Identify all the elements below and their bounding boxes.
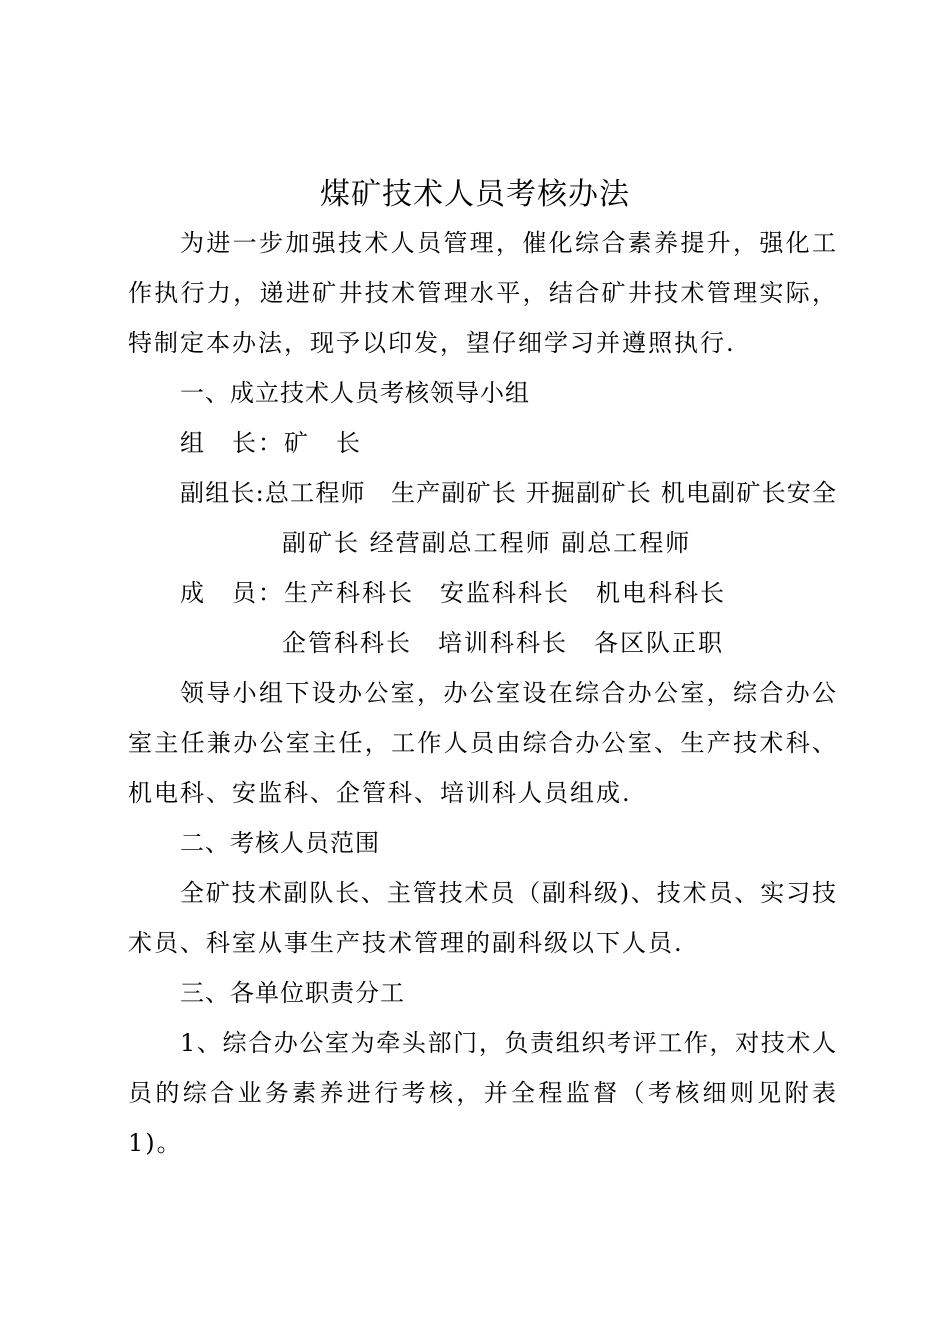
office-line-3: 机电科、安监科、企管科、培训科人员组成. (128, 779, 632, 807)
office-line-1: 领导小组下设办公室，办公室设在综合办公室，综合办公 (180, 679, 836, 707)
document-title: 煤矿技术人员考核办法 (320, 177, 630, 212)
section-1-heading: 一、成立技术人员考核领导小组 (180, 379, 530, 407)
section-3-heading: 三、各单位职责分工 (180, 979, 405, 1007)
office-line-2: 室主任兼办公室主任，工作人员由综合办公室、生产技术科、 (128, 729, 836, 757)
leader-line: 组 长：矿 长 (180, 429, 362, 457)
deputy-line-2: 副矿长 经营副总工程师 副总工程师 (282, 529, 692, 557)
duty-line-2: 员的综合业务素养进行考核，并全程监督（考核细则见附表 (128, 1079, 836, 1107)
members-line-1: 成 员：生产科科长 安监科科长 机电科科长 (180, 579, 726, 607)
intro-line-2: 作执行力，递进矿井技术管理水平，结合矿井技术管理实际， (128, 279, 836, 307)
scope-line-1: 全矿技术副队长、主管技术员（副科级)、技术员、实习技 (180, 879, 836, 907)
deputy-line-1: 副组长:总工程师 生产副矿长 开掘副矿长 机电副矿长安全 (180, 479, 836, 507)
intro-line-1: 为进一步加强技术人员管理，催化综合素养提升，强化工 (180, 229, 836, 257)
duty-line-3: 1)。 (128, 1129, 183, 1157)
scope-line-2: 术员、科室从事生产技术管理的副科级以下人员. (128, 929, 684, 957)
duty-line-1: 1、综合办公室为牵头部门，负责组织考评工作，对技术人 (180, 1029, 836, 1057)
intro-line-3: 特制定本办法，现予以印发，望仔细学习并遵照执行. (128, 329, 736, 357)
members-line-2: 企管科科长 培训科科长 各区队正职 (282, 629, 724, 657)
section-2-heading: 二、考核人员范围 (180, 829, 380, 857)
